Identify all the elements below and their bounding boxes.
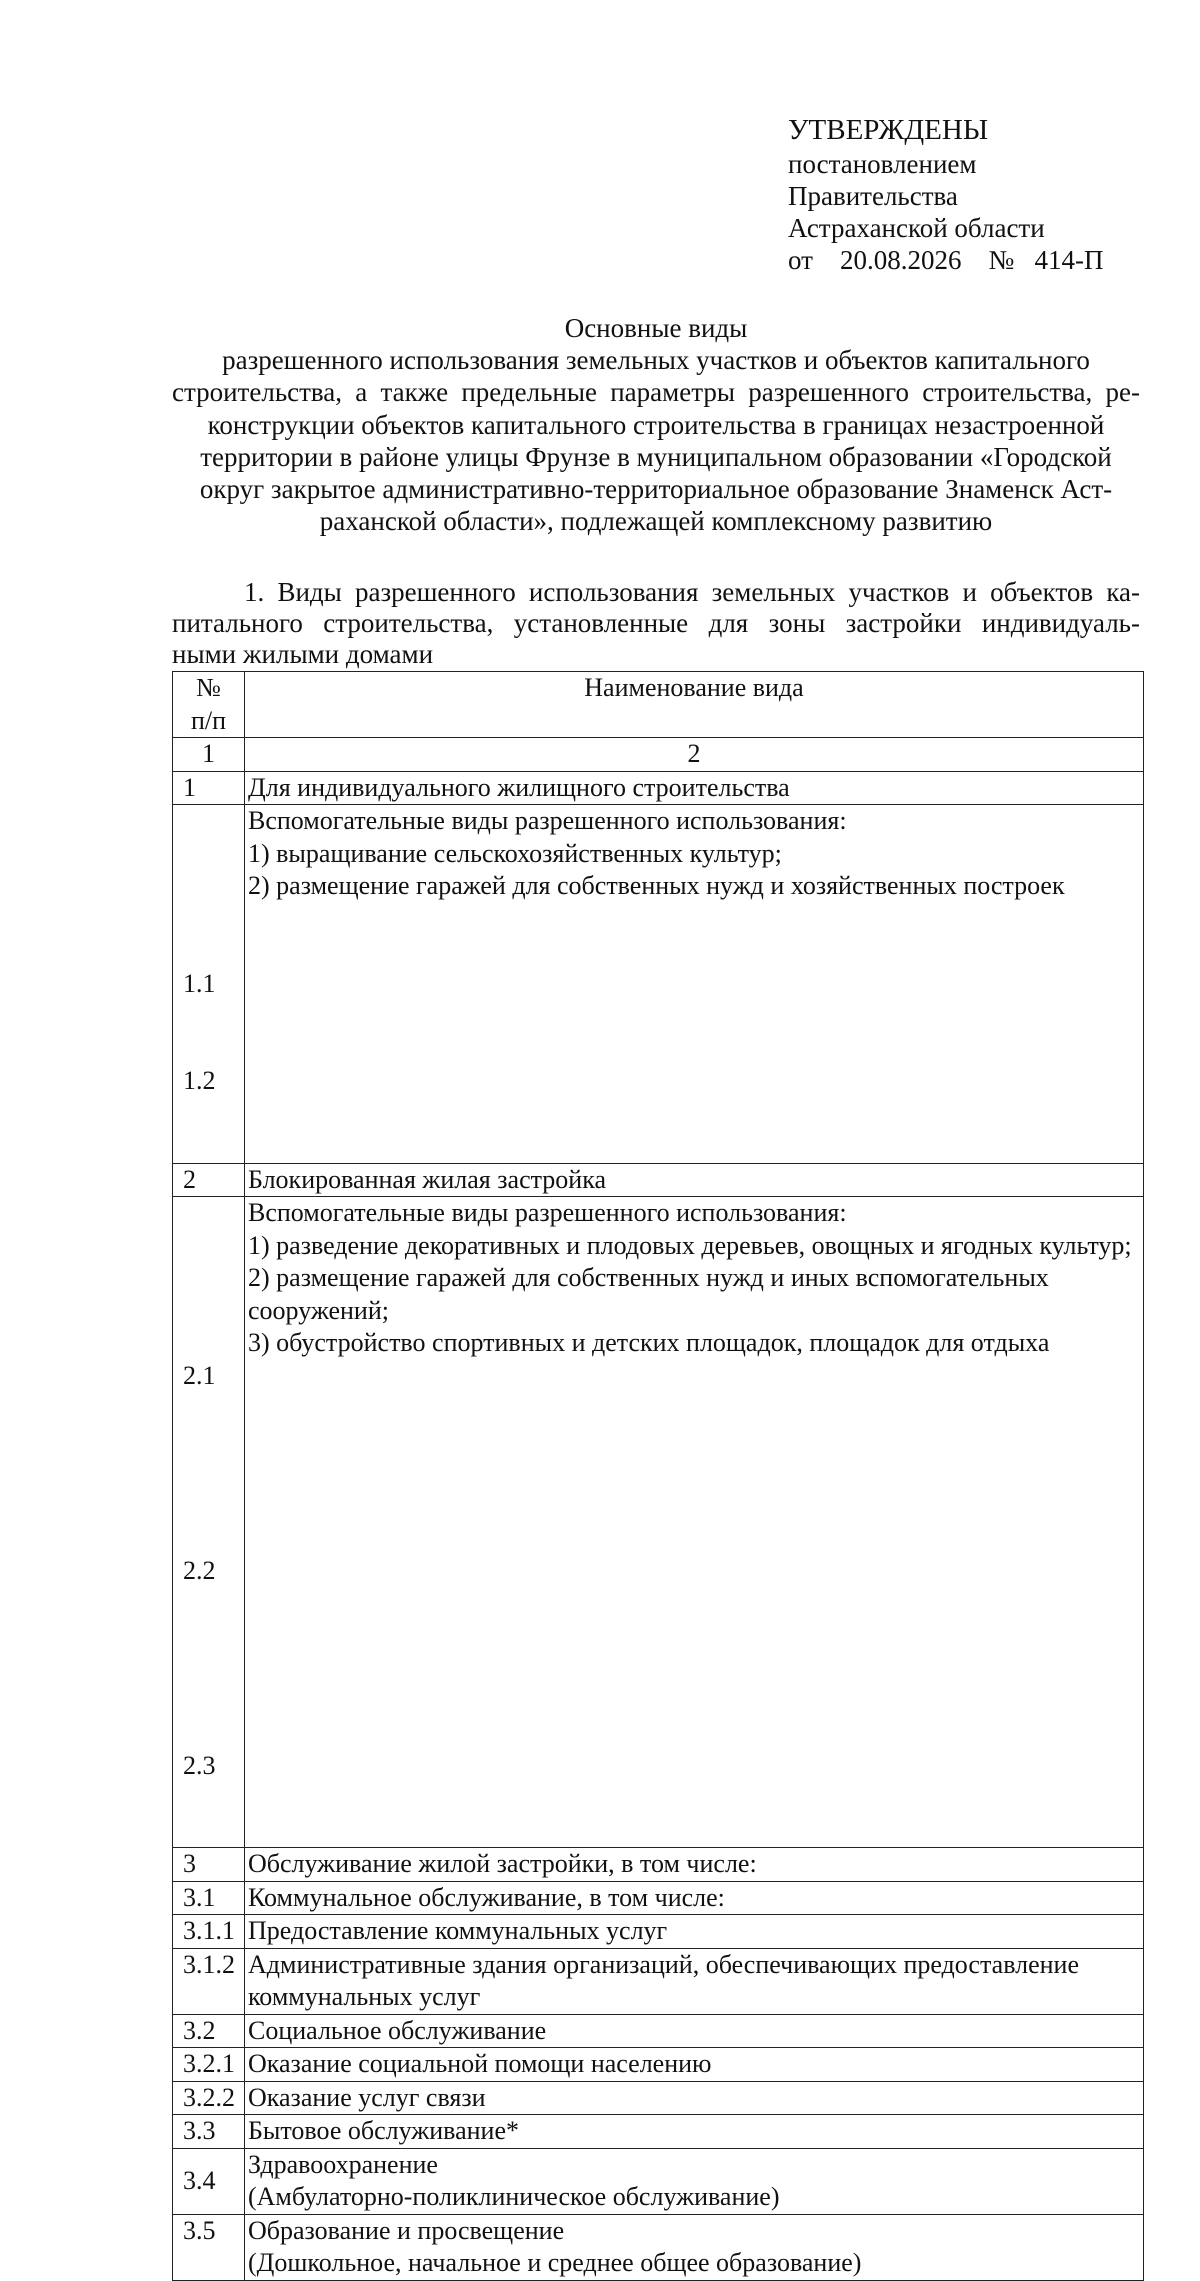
row-number: 3.2.1 bbox=[173, 2048, 245, 2082]
row-text: Образование и просвещение bbox=[248, 2215, 565, 2245]
table-row bbox=[173, 805, 1144, 1164]
row-number: 1.1 bbox=[183, 968, 216, 998]
row-number: 3.3 bbox=[173, 2115, 245, 2149]
row-number: 3 bbox=[173, 1848, 245, 1882]
section-1-intro bbox=[172, 577, 1140, 670]
approval-line: Правительства bbox=[788, 181, 958, 211]
approval-line: Астраханской области bbox=[788, 213, 1045, 243]
table-row bbox=[173, 1915, 1144, 1949]
table-header-row bbox=[173, 672, 1144, 738]
row-text-group bbox=[245, 2148, 1144, 2214]
row-number: 1.2 bbox=[183, 1066, 216, 1095]
row-text: Предоставление коммунальных услуг bbox=[245, 1915, 1144, 1949]
title-line: округ закрытое административно-территориальное образование Знаменск Аст- bbox=[199, 474, 1113, 505]
table-row bbox=[173, 1948, 1144, 2014]
title-line: территории в районе улицы Фрунзе в муниципальном образовании «Городской bbox=[200, 441, 1112, 472]
row-text: Для индивидуального жилищного строительства bbox=[245, 771, 1144, 805]
aux-title: Вспомогательные виды разрешенного использования: bbox=[248, 806, 847, 835]
approval-number: 414-П bbox=[1034, 245, 1104, 275]
row-number-group bbox=[173, 1197, 245, 1848]
row-text: Здравоохранение bbox=[248, 2149, 438, 2179]
row-number: 1 bbox=[173, 771, 245, 805]
title-line: строительства, а также предельные параметры разрешенного строительства, ре- bbox=[172, 377, 1140, 408]
table-row bbox=[173, 1881, 1144, 1915]
table-row bbox=[173, 1848, 1144, 1882]
row-text-group bbox=[245, 805, 1144, 1164]
row-text: (Амбулаторно-поликлиническое обслуживание) bbox=[248, 2182, 780, 2211]
approval-date-line bbox=[788, 244, 1103, 276]
table-row bbox=[173, 771, 1144, 805]
table-row bbox=[173, 2148, 1144, 2214]
approval-stamp bbox=[788, 112, 1103, 276]
table-row bbox=[173, 2115, 1144, 2149]
title-line: Основные виды bbox=[564, 313, 748, 343]
title-line: разрешенного использования земельных участков и объектов капитального bbox=[222, 345, 1090, 376]
approval-date: 20.08.2026 bbox=[839, 245, 962, 275]
row-number: 3.2 bbox=[173, 2014, 245, 2048]
header-num-sign: № bbox=[196, 673, 221, 702]
column-number-2: 2 bbox=[245, 738, 1144, 772]
row-text: Социальное обслуживание bbox=[245, 2014, 1144, 2048]
aux-title: Вспомогательные виды разрешенного использования: bbox=[248, 1198, 847, 1227]
table-row bbox=[173, 1197, 1144, 1848]
approval-line: постановлением bbox=[788, 149, 977, 179]
table-row bbox=[173, 2081, 1144, 2115]
header-name-cell: Наименование вида bbox=[245, 672, 1144, 738]
row-number: 3.4 bbox=[173, 2148, 245, 2214]
approval-heading: УТВЕРЖДЕНЫ bbox=[788, 114, 989, 146]
aux-item: 2) размещение гаражей для собственных нужд и иных вспомогательных сооружений; bbox=[248, 1263, 1049, 1325]
row-number: 3.1.1 bbox=[173, 1915, 245, 1949]
date-prefix: от bbox=[788, 245, 813, 275]
table-row bbox=[173, 1163, 1144, 1197]
row-text-group bbox=[245, 1197, 1144, 1848]
row-number: 2 bbox=[173, 1163, 245, 1197]
column-number-1: 1 bbox=[173, 738, 245, 772]
aux-item: 1) выращивание сельскохозяйственных культур; bbox=[248, 838, 782, 868]
paragraph-line: ными жилыми домами bbox=[172, 639, 434, 669]
header-num-pp: п/п bbox=[190, 705, 227, 735]
row-number: 3.1 bbox=[173, 1881, 245, 1915]
land-use-types-table bbox=[172, 671, 1144, 2281]
row-number: 2.3 bbox=[183, 1750, 216, 1780]
row-text-group bbox=[245, 2214, 1144, 2280]
aux-item: 2) размещение гаражей для собственных нужд и хозяйственных построек bbox=[248, 871, 1065, 900]
row-text: Блокированная жилая застройка bbox=[245, 1163, 1144, 1197]
title-line: конструкции объектов капитального строительства в границах незастроенной bbox=[207, 409, 1105, 440]
table-row bbox=[173, 2048, 1144, 2082]
row-number-group bbox=[173, 805, 245, 1164]
row-text: (Дошкольное, начальное и среднее общее образование) bbox=[248, 2248, 862, 2277]
row-number: 2.2 bbox=[183, 1555, 216, 1585]
table-row bbox=[173, 2014, 1144, 2048]
row-number: 3.5 bbox=[173, 2214, 245, 2280]
paragraph-line: 1. Виды разрешенного использования земельных участков и объектов ка- bbox=[244, 577, 1140, 607]
row-number: 3.1.2 bbox=[173, 1948, 245, 2014]
row-text: Бытовое обслуживание* bbox=[245, 2115, 1144, 2149]
row-text: Административные здания организаций, обеспечивающих предоставление коммунальных услуг bbox=[245, 1948, 1144, 2014]
paragraph-line: питального строительства, установленные для зоны застройки индивидуаль- bbox=[172, 608, 1140, 638]
row-text: Коммунальное обслуживание, в том числе: bbox=[245, 1881, 1144, 1915]
row-number: 3.2.2 bbox=[173, 2081, 245, 2115]
row-text: Оказание услуг связи bbox=[245, 2081, 1144, 2115]
row-number: 2.1 bbox=[183, 1360, 216, 1390]
table-column-number-row bbox=[173, 738, 1144, 772]
aux-item: 1) разведение декоративных и плодовых деревьев, овощных и ягодных культур; bbox=[248, 1230, 1132, 1260]
aux-item: 3) обустройство спортивных и детских площадок, площадок для отдыха bbox=[248, 1328, 1050, 1357]
title-line: раханской области», подлежащей комплексному развитию bbox=[319, 506, 993, 537]
table-row bbox=[173, 2214, 1144, 2280]
row-text: Оказание социальной помощи населению bbox=[245, 2048, 1144, 2082]
header-num-cell bbox=[173, 672, 245, 738]
row-text: Обслуживание жилой застройки, в том числе: bbox=[245, 1848, 1144, 1882]
number-sign: № bbox=[988, 245, 1015, 275]
document-title bbox=[172, 312, 1140, 537]
